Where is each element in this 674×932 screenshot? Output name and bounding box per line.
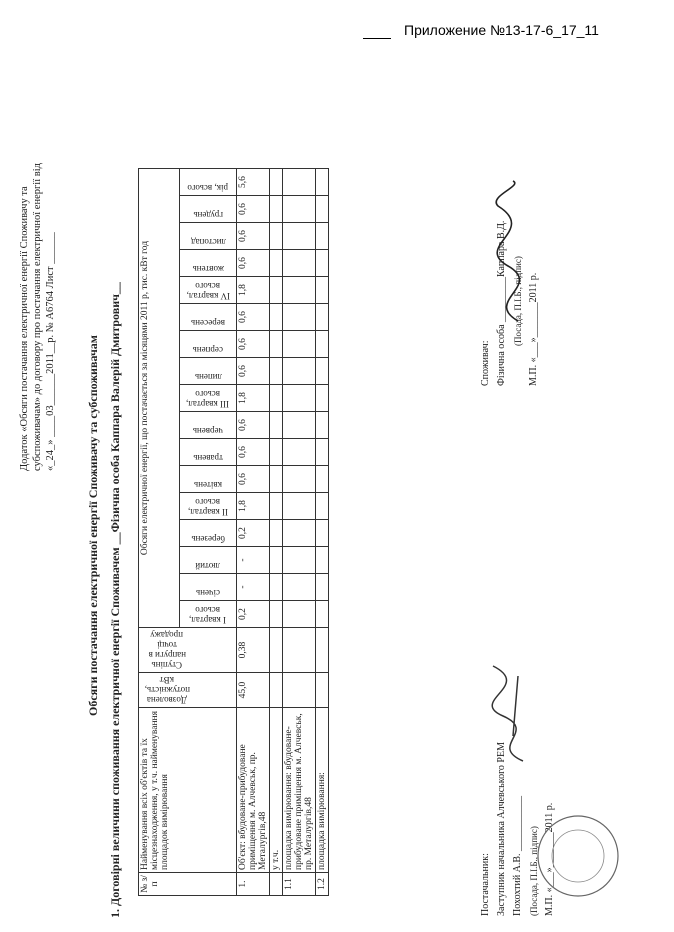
row-value <box>283 466 316 493</box>
table-row <box>316 169 329 896</box>
row-value <box>283 601 316 628</box>
row-value <box>283 331 316 358</box>
month-header: серпень <box>180 331 237 358</box>
row-value <box>283 547 316 574</box>
month-header: жовтень <box>180 250 237 277</box>
row-name: у т.ч. <box>270 708 283 873</box>
row-value <box>316 196 329 223</box>
row-value <box>316 331 329 358</box>
row-value <box>316 493 329 520</box>
row-value: 5,6 <box>237 169 270 196</box>
document-title: Обсяги постачання електричної енергії Споживачу та субспоживачам <box>86 335 100 716</box>
row-value: 0,6 <box>237 304 270 331</box>
row-value <box>270 574 283 601</box>
row-value: - <box>237 574 270 601</box>
consumer-label: Споживач: <box>480 340 491 386</box>
appendix-line-2: субспоживачам» до договору про постачання електричної енергії від <box>32 163 43 471</box>
supplier-caption: (Посада, П.І.Б., підпис) <box>529 826 539 916</box>
table-row <box>283 169 316 896</box>
row-value <box>316 574 329 601</box>
row-value: 0,2 <box>237 520 270 547</box>
month-header: травень <box>180 439 237 466</box>
row-value <box>316 169 329 196</box>
month-header: II квартал, всього <box>180 493 237 520</box>
col-header-name: Найменування всіх об'єктів та їх місцезнаходження, у т.ч. найменування площадок вимірювання <box>139 708 237 873</box>
col-header-num: № з/п <box>139 873 237 896</box>
row-value <box>316 601 329 628</box>
row-value <box>283 304 316 331</box>
row-value <box>270 412 283 439</box>
row-value <box>316 250 329 277</box>
row-value <box>316 547 329 574</box>
row-value <box>316 466 329 493</box>
row-voltage <box>316 628 329 673</box>
month-header: червень <box>180 412 237 439</box>
row-num: 1.2 <box>316 873 329 896</box>
consumption-table <box>138 168 329 896</box>
row-value: 0,6 <box>237 223 270 250</box>
row-value <box>270 196 283 223</box>
row-value <box>270 331 283 358</box>
row-value <box>316 277 329 304</box>
consumer-signature <box>483 176 543 326</box>
row-value <box>283 358 316 385</box>
month-header: лютий <box>180 547 237 574</box>
rotated-document <box>8 26 668 926</box>
row-value <box>283 493 316 520</box>
row-name: Об'єкт: вбудоване-прибудоване приміщення м. Алчевськ, пр. Металургів,48 <box>237 708 270 873</box>
row-value <box>283 223 316 250</box>
month-header: липень <box>180 358 237 385</box>
table-body <box>237 169 329 896</box>
supplier-position: Заступник начальника Алчевського РЕМ <box>496 742 507 916</box>
row-voltage: 0,38 <box>237 628 270 673</box>
row-value <box>270 520 283 547</box>
row-value: 0,6 <box>237 412 270 439</box>
row-value: 0,6 <box>237 439 270 466</box>
row-value <box>283 196 316 223</box>
row-value <box>283 574 316 601</box>
row-value <box>283 520 316 547</box>
row-value <box>270 250 283 277</box>
col-header-voltage: Ступінь напруги в точці продажу <box>139 628 237 673</box>
row-value <box>270 277 283 304</box>
header-label: Приложение №13-17-6_17_11 <box>404 22 599 38</box>
month-header: IV квартал, всього <box>180 277 237 304</box>
row-value <box>270 169 283 196</box>
row-value <box>283 412 316 439</box>
table-row <box>270 169 283 896</box>
row-value <box>270 439 283 466</box>
month-header: березень <box>180 520 237 547</box>
row-value <box>316 358 329 385</box>
month-header: січень <box>180 574 237 601</box>
row-value <box>270 601 283 628</box>
appendix-line-3: «_24_» ____03______2011__р. № А6764 Лист ______ <box>45 232 56 471</box>
month-header: квітень <box>180 466 237 493</box>
row-value <box>316 412 329 439</box>
month-header: вересень <box>180 304 237 331</box>
row-power <box>270 673 283 708</box>
row-name: площадка вимірювання: вбудоване-прибудоване приміщення м. Алчевськ, пр. Металургів,48 <box>283 708 316 873</box>
row-value <box>316 223 329 250</box>
row-num: 1. <box>237 873 270 896</box>
row-voltage <box>270 628 283 673</box>
row-value <box>316 520 329 547</box>
supplier-stamp <box>533 811 623 901</box>
supplier-name: Похохтий А.В. ___________ <box>512 795 523 916</box>
appendix-line-1: Додаток «Обсяги постачання електричної енергії Споживачу та <box>19 186 30 471</box>
row-value <box>283 385 316 412</box>
row-value <box>283 439 316 466</box>
section-title: 1. Договірні величини споживання електричної енергії Споживачем __Фізична особа Каппара Валерій Дмитрович__ <box>108 282 122 918</box>
row-value <box>283 250 316 277</box>
row-voltage <box>283 628 316 673</box>
row-value: 0,6 <box>237 250 270 277</box>
month-header: грудень <box>180 196 237 223</box>
supplier-date: М.П. «___»_______2011 р. <box>544 802 555 916</box>
row-value <box>283 277 316 304</box>
row-value: 1,8 <box>237 385 270 412</box>
month-header: I квартал, всього <box>180 601 237 628</box>
row-value <box>270 385 283 412</box>
row-value: 0,6 <box>237 196 270 223</box>
row-value: 0,6 <box>237 358 270 385</box>
row-value: 0,6 <box>237 466 270 493</box>
row-value <box>270 223 283 250</box>
row-value <box>270 358 283 385</box>
col-header-volumes: Обсяги електричної енергії, що постачається за місяцями 2011 р, тис. кВт год <box>139 169 180 628</box>
row-value: - <box>237 547 270 574</box>
month-header: рік, всього <box>180 169 237 196</box>
row-value <box>316 304 329 331</box>
col-header-power: Дозволена потужність, кВт <box>139 673 237 708</box>
appendix-note <box>18 31 57 471</box>
row-value <box>283 169 316 196</box>
row-name: площадка вимірювання: <box>316 708 329 873</box>
consumer-date: М.П. «___»_______2011 р. <box>528 272 539 386</box>
month-header: III квартал, всього <box>180 385 237 412</box>
row-value <box>270 304 283 331</box>
table-row <box>237 169 270 896</box>
row-value <box>316 439 329 466</box>
month-header: листопад <box>180 223 237 250</box>
row-value <box>270 493 283 520</box>
row-value <box>270 547 283 574</box>
row-value: 1,8 <box>237 493 270 520</box>
supplier-signature <box>483 646 543 766</box>
row-value <box>316 385 329 412</box>
consumer-name: Фізична особа _________Каппара В.Д. <box>496 220 507 386</box>
row-value: 0,6 <box>237 331 270 358</box>
row-num: 1.1 <box>283 873 316 896</box>
row-num <box>270 873 283 896</box>
supplier-label: Постачальник: <box>480 853 491 916</box>
row-power <box>283 673 316 708</box>
consumer-caption: (Посада, П.І.Б., підпис) <box>513 256 523 346</box>
row-power: 45,0 <box>237 673 270 708</box>
row-power <box>316 673 329 708</box>
row-value: 1,8 <box>237 277 270 304</box>
row-value <box>270 466 283 493</box>
row-value: 0,2 <box>237 601 270 628</box>
